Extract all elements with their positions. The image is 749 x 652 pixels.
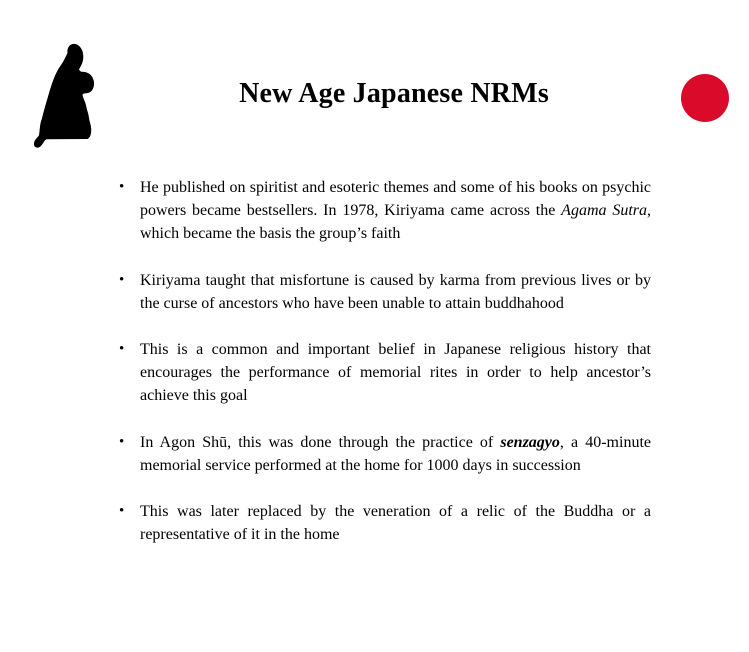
- text-run: senzagyo: [500, 433, 560, 451]
- text-run: Kiriyama taught that misfortune is caused by karma from previous lives or by the curse of ancestors who have been unable to attain buddhahood: [140, 271, 651, 312]
- red-circle-icon: [681, 74, 729, 122]
- text-run: Agama Sutra: [561, 202, 647, 220]
- text-run: He published on spiritist and esoteric themes and some of his books on psychic powers became bestsellers. In 1978, Kiriyama came across the: [140, 179, 651, 220]
- text-run: In Agon Shū, this was done through the practice of: [140, 433, 501, 451]
- text-run: , which became the basis the group’s faith: [140, 202, 651, 243]
- bullet-item: [118, 176, 651, 246]
- bullet-list: [118, 176, 651, 569]
- bullet-item: [118, 500, 651, 546]
- bullet-item: [118, 269, 651, 315]
- bullet-item: [118, 431, 651, 477]
- text-run: This was later replaced by the veneration of a relic of the Buddha or a representative of it in the home: [140, 503, 651, 544]
- text-run: This is a common and important belief in Japanese religious history that encourages the performance of memorial rites in order to help ancestor’s achieve this goal: [140, 341, 651, 405]
- text-run: , a 40-minute memorial service performed at the home for 1000 days in succession: [140, 433, 651, 474]
- page-title: New Age Japanese NRMs: [239, 78, 549, 109]
- bullet-item: [118, 338, 651, 408]
